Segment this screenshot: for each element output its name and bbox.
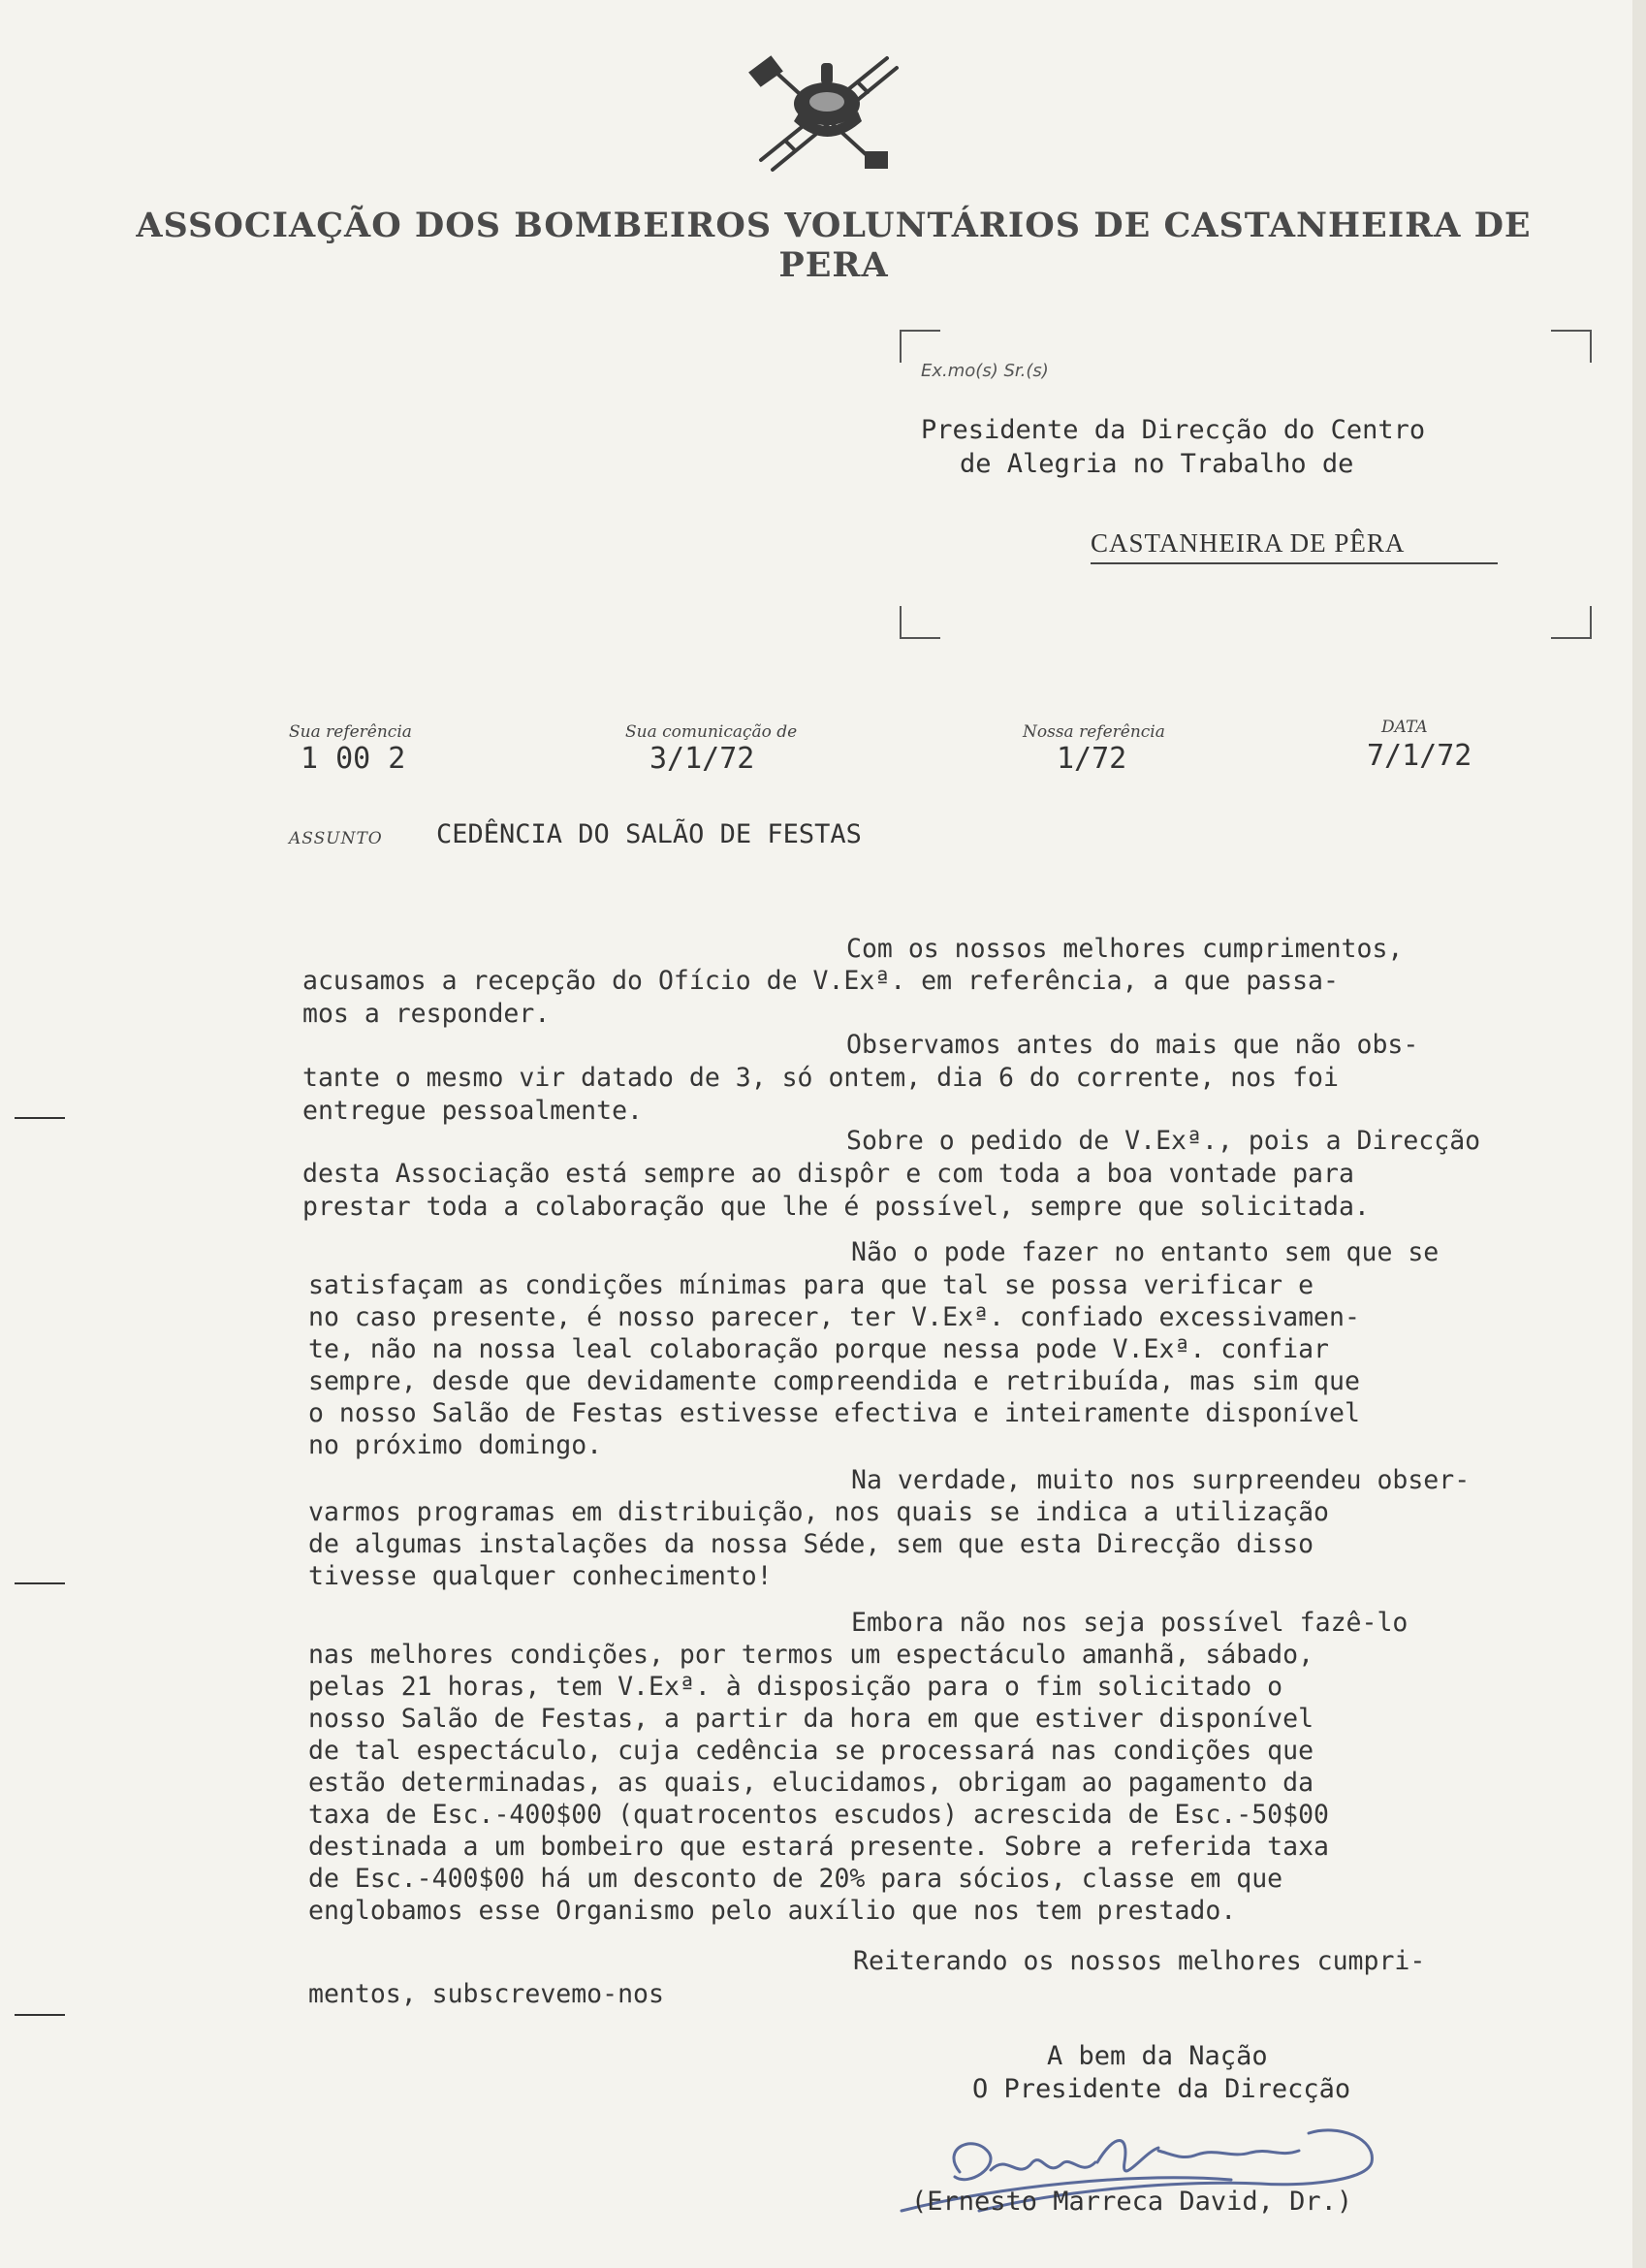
ref-label-nossa-referencia: Nossa referência (1023, 722, 1165, 742)
addressee-label: Ex.mo(s) Sr.(s) (921, 361, 1049, 381)
body-line: entregue pessoalmente. (302, 1096, 643, 1126)
body-line: destinada a um bombeiro que estará presente. Sobre a referida taxa (308, 1832, 1329, 1862)
addressee-city: CASTANHEIRA DE PÊRA (1091, 528, 1406, 558)
body-line: Reiterando os nossos melhores cumpri- (853, 1946, 1426, 1976)
ref-value-sua-referencia: 1 00 2 (301, 742, 406, 776)
body-line: Observamos antes do mais que não obs- (846, 1030, 1419, 1060)
firefighter-emblem-icon (742, 44, 906, 179)
closing-salutation: A bem da Nação (1047, 2041, 1268, 2071)
body-line: Com os nossos melhores cumprimentos, (846, 934, 1404, 964)
body-line: Embora não nos seja possível fazê-lo (851, 1608, 1409, 1638)
body-line: englobamos esse Organismo pelo auxílio que nos tem prestado. (308, 1896, 1237, 1926)
body-line: tivesse qualquer conhecimento! (308, 1561, 773, 1591)
subject-value: CEDÊNCIA DO SALÃO DE FESTAS (436, 819, 862, 849)
address-frame-corner (900, 606, 940, 639)
body-line: satisfaçam as condições mínimas para que tal se possa verificar e (308, 1270, 1314, 1300)
body-line: de tal espectáculo, cuja cedência se processará nas condições que (308, 1736, 1314, 1766)
body-line: varmos programas em distribuição, nos quais se indica a utilização (308, 1497, 1329, 1527)
body-line: te, não na nossa leal colaboração porque nessa pode V.Exª. confiar (308, 1334, 1329, 1364)
body-line: nosso Salão de Festas, a partir da hora em que estiver disponível (308, 1704, 1314, 1734)
closing-title: O Presidente da Direcção (972, 2074, 1351, 2104)
body-line: mentos, subscrevemo-nos (308, 1979, 664, 2009)
ref-value-data: 7/1/72 (1367, 739, 1472, 773)
ref-label-sua-comunicacao: Sua comunicação de (625, 722, 798, 742)
margin-fold-mark (15, 1117, 65, 1119)
address-frame-corner (1551, 330, 1592, 363)
body-line: sempre, desde que devidamente compreendida e retribuída, mas sim que (308, 1366, 1360, 1396)
body-line: no próximo domingo. (308, 1430, 603, 1460)
body-line: desta Associação está sempre ao dispôr e com toda a boa vontade para (302, 1159, 1354, 1189)
body-line: no caso presente, é nosso parecer, ter V.Exª. confiado excessivamen- (308, 1302, 1360, 1332)
body-line: mos a responder. (302, 999, 551, 1029)
addressee-line-2: de Alegria no Trabalho de (960, 449, 1354, 479)
ref-label-data: DATA (1381, 718, 1428, 737)
body-line: taxa de Esc.-400$00 (quatrocentos escudos) acrescida de Esc.-50$00 (308, 1800, 1329, 1830)
addressee-line-1: Presidente da Direcção do Centro (921, 415, 1426, 445)
body-line: estão determinadas, as quais, elucidamos, obrigam ao pagamento da (308, 1768, 1314, 1798)
body-line: pelas 21 horas, tem V.Exª. à disposição para o fim solicitado o (308, 1672, 1283, 1702)
margin-fold-mark (15, 2014, 65, 2016)
body-line: Sobre o pedido de V.Exª., pois a Direcção (846, 1126, 1481, 1156)
address-frame-corner (900, 330, 940, 363)
ref-value-nossa-referencia: 1/72 (1057, 742, 1127, 776)
organization-name: ASSOCIAÇÃO DOS BOMBEIROS VOLUNTÁRIOS DE CASTANHEIRA DE PERA (136, 206, 1532, 285)
subject-label: ASSUNTO (289, 829, 383, 848)
body-line: prestar toda a colaboração que lhe é possível, sempre que solicitada. (302, 1192, 1370, 1222)
body-line: de Esc.-400$00 há um desconto de 20% para sócios, classe em que (308, 1864, 1283, 1894)
address-frame-corner (1551, 606, 1592, 639)
margin-fold-mark (15, 1582, 65, 1584)
body-line: de algumas instalações da nossa Séde, sem que esta Direcção disso (308, 1529, 1314, 1559)
body-line: o nosso Salão de Festas estivesse efectiva e inteiramente disponível (308, 1398, 1360, 1428)
body-line: acusamos a recepção do Ofício de V.Exª. em referência, a que passa- (302, 966, 1339, 996)
body-line: Na verdade, muito nos surpreendeu obser- (851, 1465, 1471, 1495)
body-line: Não o pode fazer no entanto sem que se (851, 1237, 1440, 1267)
signatory-name: (Ernesto Marreca David, Dr.) (911, 2187, 1353, 2217)
ref-label-sua-referencia: Sua referência (289, 722, 412, 742)
ref-value-sua-comunicacao: 3/1/72 (649, 742, 755, 776)
body-line: tante o mesmo vir datado de 3, só ontem, dia 6 do corrente, nos foi (302, 1063, 1339, 1093)
addressee-underline (1091, 562, 1498, 564)
body-line: nas melhores condições, por termos um espectáculo amanhã, sábado, (308, 1640, 1314, 1670)
